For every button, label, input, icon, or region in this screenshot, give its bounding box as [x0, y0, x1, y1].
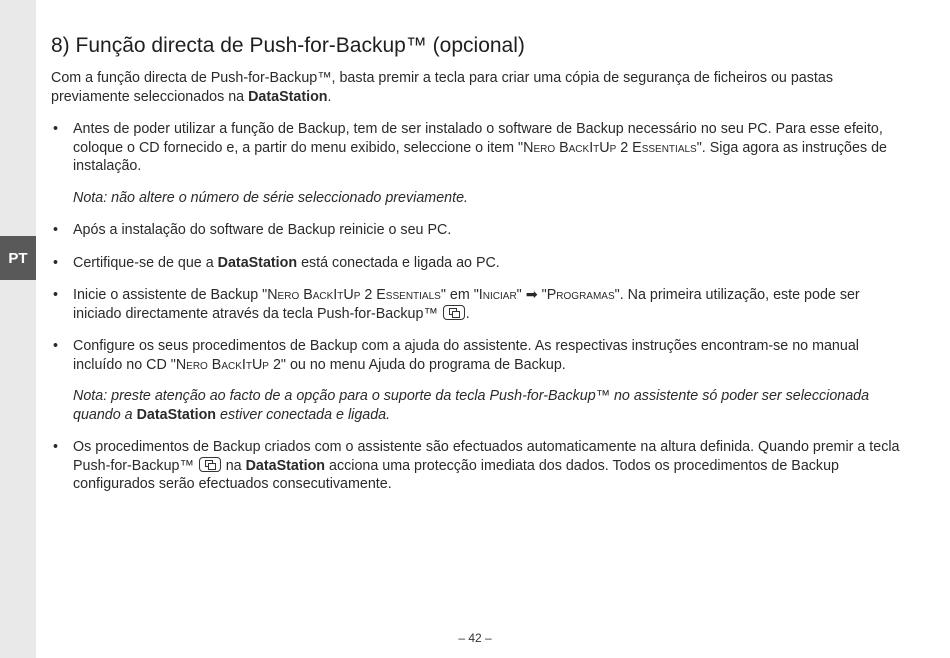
instruction-list — [51, 120, 903, 494]
list-item: • Certifique-se de que a DataStation está conectada e ligada ao PC. — [53, 254, 500, 271]
backup-key-icon — [443, 305, 465, 320]
sidebar — [0, 0, 36, 658]
list-item: • Antes de poder utilizar a função de Backup, tem de ser instalado o software de Backup necessário no seu PC. Para esse efeito, coloque o CD fornecido e, a partir do menu exibido, seleccione o item "Nero BackItUp 2 Essentials". Siga agora as instruções de instalação. Nota: não altere o número de série seleccionado previamente. — [51, 120, 903, 207]
intro-paragraph: Com a função directa de Push-for-Backup™, basta premir a tecla para criar uma cópia de segurança de ficheiros ou pastas previamente seleccionados na DataStation. — [51, 70, 833, 105]
bullet: • — [53, 287, 59, 303]
list-item: • Após a instalação do software de Backup reinicie o seu PC. — [53, 222, 452, 238]
language-tab: PT — [0, 236, 36, 280]
bullet: • — [53, 222, 59, 238]
note: Nota: preste atenção ao facto de a opção para o suporte da tecla Push-for-Backup™ no assistente só poder ser seleccionada quando a DataStation estiver conectada e ligada. — [73, 388, 870, 423]
note: Nota: não altere o número de série seleccionado previamente. — [73, 189, 468, 206]
list-item: • Configure os seus procedimentos de Backup com a ajuda do assistente. As respectivas instruções encontram-se no manual incluído no CD "Nero BackItUp 2" ou no menu Ajuda do programa de Backup. Nota: preste atenção ao facto de a opção para o suporte da tecla Push-for-Backup™ no assistente só poder ser seleccionada quando a DataStation estiver conectada e ligada. — [51, 337, 903, 424]
bullet: • — [53, 439, 59, 455]
page-number: – 42 – — [458, 631, 492, 645]
bullet: • — [53, 254, 59, 271]
list-item: • Inicie o assistente de Backup "Nero BackItUp 2 Essentials" em "Iniciar" ➡ "Programas". Na primeira utilização, este pode ser iniciado directamente através da tecla Push-for-Backup™ . — [53, 287, 860, 322]
page-content — [51, 30, 903, 508]
backup-key-icon — [199, 457, 221, 472]
bullet: • — [53, 338, 59, 354]
bullet: • — [53, 121, 59, 137]
list-item: • Os procedimentos de Backup criados com o assistente são efectuados automaticamente na altura definida. Quando premir a tecla Push-for-Backup™ na DataStation acciona uma protecção imediata dos dados. Todos os procedimentos de Backup configurados serão efectuados consecutivamente. — [53, 439, 900, 492]
section-title: 8) Função directa de Push-for-Backup™ (opcional) — [51, 34, 525, 57]
